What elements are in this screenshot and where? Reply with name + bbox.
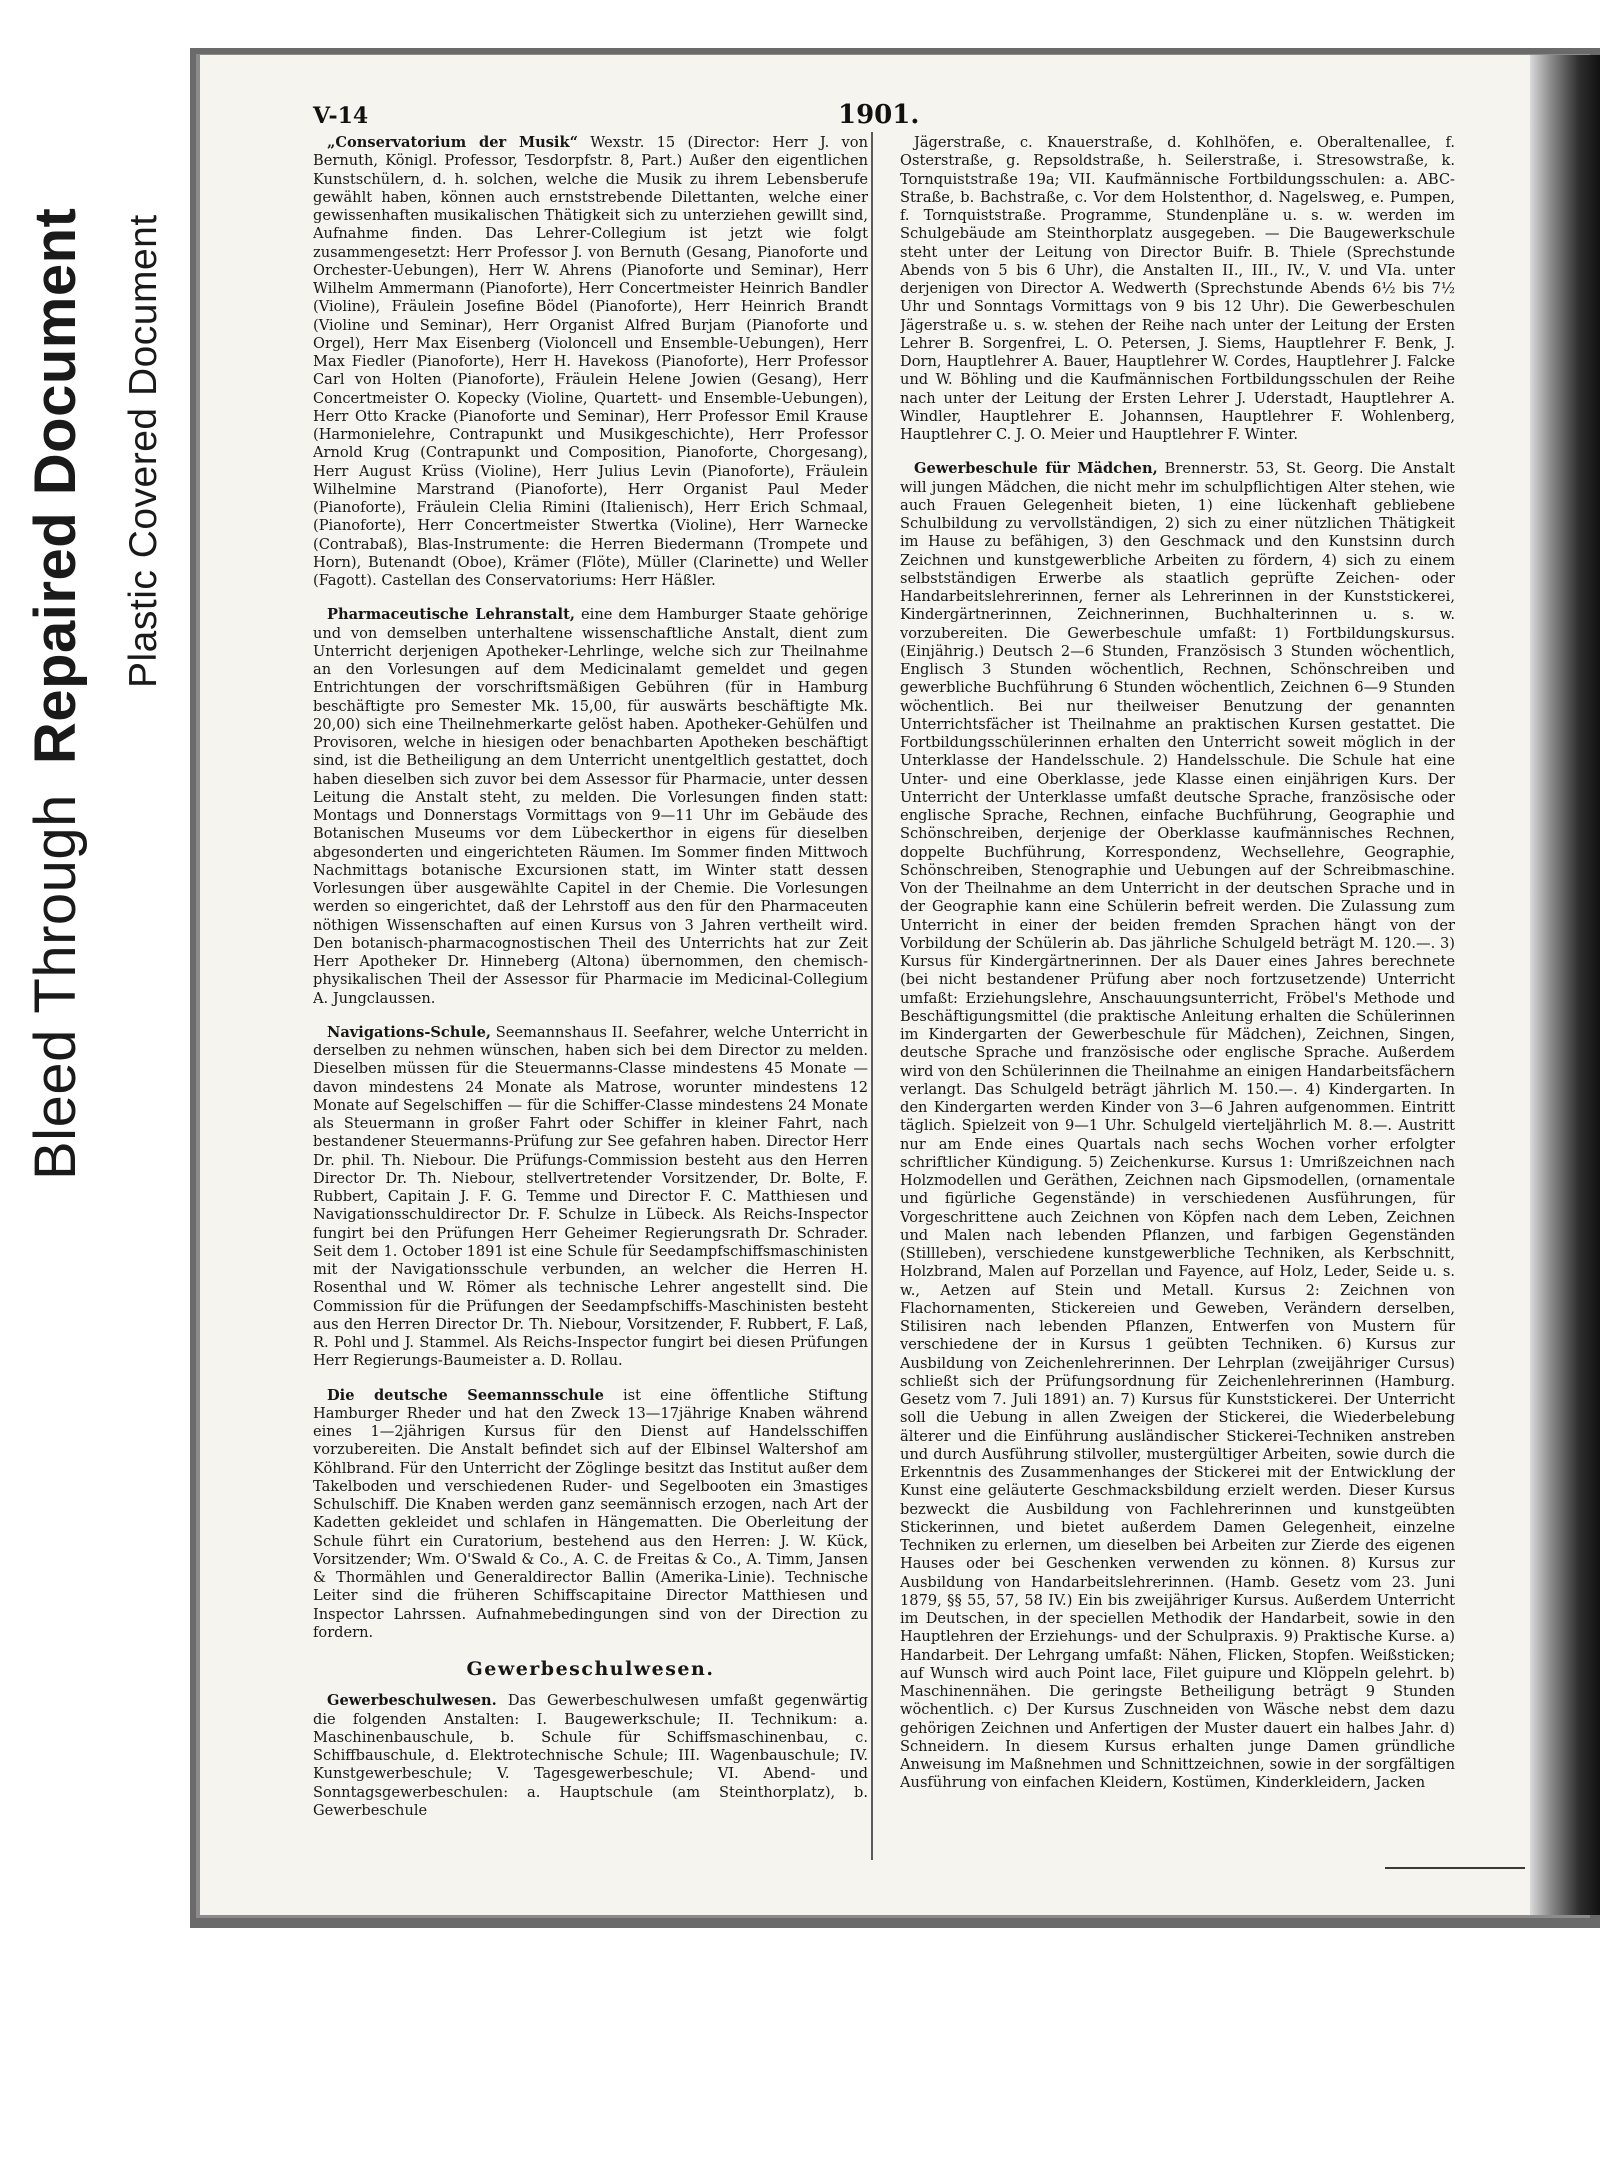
paragraph-text: Seemannshaus II. Seefahrer, welche Unterricht in derselben zu nehmen wünschen, haben sich bei dem Director zu melden. Dieselben müssen für die Steuermanns-Classe mindestens 45 Monate — davon mindestens 24 Monate als Matrose, worunter mindestens 12 Monate auf Segelschiffen — für die Schiffer-Classe mindestens 24 Monate als Steuermann in großer Fahrt oder Schiffer in kleiner Fahrt, nach bestandener Steuermanns-Prüfung zur See gefahren haben. Director Herr Dr. phil. Th. Niebour. Die Prüfungs-Commission besteht aus den Herren Director Dr. Th. Niebour, stellvertretender Vorsitzender, Dr. Bolte, F. Rubbert, Capitain J. F. G. Temme und Director F. C. Matthiesen und Navigationsschuldirector Dr. F. Schulze in Lübeck. Als Reichs-Inspector fungirt bei den Prüfungen Herr Geheimer Regierungsrath Dr. Schrader. Seit dem 1. October 1891 ist eine Schule für Seedampfschiffsmaschinisten mit der Navigationsschule verbunden, an welcher die Herren H. Rosenthal und W. Römer als technische Lehrer angestellt sind. Die Commission für die Prüfungen der Seedampfschiffs-Maschinisten besteht aus den Herren Director Dr. Th. Niebour, Vorsitzender, F. Rubbert, F. Laß, R. Pohl und J. Stammel. Als Reichs-Inspector fungirt bei diesen Prüfungen Herr Regierungs-Baumeister a. D. Rollau. <box>313 1023 868 1370</box>
corner-rule <box>1385 1867 1525 1869</box>
paragraph-navigations-schule <box>313 1024 868 1371</box>
paragraph-lead: Navigations-Schule, <box>327 1023 491 1041</box>
left-column <box>313 134 868 1864</box>
paragraph-conservatorium <box>313 134 868 590</box>
paragraph-lead: Pharmaceutische Lehranstalt, <box>327 606 575 624</box>
page-edge-shadow <box>1530 55 1600 1915</box>
paragraph-lead: Gewerbeschulwesen. <box>327 1692 497 1710</box>
paragraph-gewerbeschulen-continued <box>900 134 1455 444</box>
paragraph-lead: „Conservatorium der Musik“ <box>327 134 578 151</box>
page-number: V-14 <box>313 103 369 129</box>
paragraph-text: Das Gewerbeschulwesen umfaßt gegenwärtig die folgenden Anstalten: I. Baugewerkschule; II. Technikum: a. Maschinenbauschule, b. Schule für Schiffsmaschinenbau, c. Schiffbauschule, d. Elektrotechnische Schule; III. Wagenbauschule; IV. Kunstgewerbeschule; V. Tagesgewerbeschule; VI. Abend- und Sonntagsgewerbeschulen: a. Hauptschule (am Steinthorplatz), b. Gewerbeschule <box>313 1692 868 1819</box>
paragraph-lead: Die deutsche Seemannsschule <box>327 1386 604 1404</box>
paragraph-text: Brennerstr. 53, St. Georg. Die Anstalt will jungen Mädchen, die nicht mehr im schulpflichtigen Alter stehen, wie auch Frauen Gelegenheit bieten, 1) eine lückenhaft gebliebene Schulbildung zu vervollständigen, 2) sich zu einer nützlichen Thätigkeit im Hause zu befähigen, 3) den Geschmack und den Kunstsinn durch Zeichnen und kunstgewerbliche Arbeiten zu fördern, 4) sich zu einem selbstständigen Erwerbe als staatlich geprüfte Zeichen- oder Handarbeitslehrerinnen, ferner als Lehrerinnen in der Kunststickerei, Kindergärtnerinnen, Zeichnerinnen, Buchhalterinnen u. s. w. vorzubereiten. Die Gewerbeschule umfaßt: 1) Fortbildungskursus. (Einjährig.) Deutsch 2—6 Stunden, Französisch 3 Stunden wöchentlich, Englisch 3 Stunden wöchentlich, Rechnen, Schönschreiben und gewerbliche Buchführung 6 Stunden wöchentlich, Zeichnen 6—9 Stunden wöchentlich. Bei nur theilweiser Benutzung der genannten Unterrichtsfächer ist Theilnahme an praktischen Kursen gestattet. Die Fortbildungsschülerinnen erhalten den Unterricht soweit möglich in der Unterklasse der Handelsschule. 2) Handelsschule. Die Schule hat eine Unter- und eine Oberklasse, jede Klasse einen einjährigen Kurs. Der Unterricht der Unterklasse umfaßt deutsche Sprache, französische oder englische Sprache, Rechnen, einfache Buchführung, Geographie und Schönschreiben, derjenige der Oberklasse kaufmännisches Rechnen, doppelte Buchführung, Korrespondenz, Wechsellehre, Geographie, Schönschreiben, Stenographie und Uebungen auf der Schreibmaschine. Von der Theilnahme an dem Unterricht in der deutschen Sprache und in der Geographie kann eine Schülerin befreit werden. Die Zulassung zum Unterricht in einer der beiden fremden Sprachen hängt von der Vorbildung der Schülerin ab. Das jährliche Schulgeld beträgt M. 120.—. 3) Kursus für Kindergärtnerinnen. Der als Dauer eines Jahres berechnete (bei nicht bestandener Prüfung aber noch fortzusetzende) Unterricht umfaßt: Erziehungslehre, Anschauungsunterricht, Fröbel's Methode und Beschäftigungsmittel (die praktische Anleitung erhalten die Schülerinnen im Kindergarten der Gewerbeschule für Mädchen), Zeichnen, Singen, deutsche Sprache und französische oder englische Sprache. Außerdem wird von den Schülerinnen die Theilnahme an einigen Handarbeitsfächern verlangt. Das Schulgeld beträgt jährlich M. 150.—. 4) Kindergarten. In den Kindergarten werden Kinder von 3—6 Jahren aufgenommen. Eintritt täglich. Spielzeit von 9—1 Uhr. Schulgeld vierteljährlich M. 8.—. Austritt nur am Ende eines Quartals nach sechs Wochen vorher erfolgter schriftlicher Kündigung. 5) Zeichenkurse. Kursus 1: Umrißzeichnen nach Holzmodellen und Geräthen, Zeichnen nach Gipsmodellen, (ornamentale und figürliche Gegenstände) in verschiedenen Ausführungen, für Vorgeschrittene auch Zeichnen von Köpfen nach dem Leben, Zeichnen und Malen nach lebenden Pflanzen, und farbigen Gegenständen (Stillleben), verschiedene kunstgewerbliche Techniken, als Kerbschnitt, Holzbrand, Malen auf Porzellan und Fayence, auf Holz, Leder, Seide u. s. w., Aetzen auf Stein und Metall. Kursus 2: Zeichnen von Flachornamenten, Stickereien und Geweben, Verändern derselben, Stilisiren nach lebenden Pflanzen, Entwerfen von Mustern für verschiedene der in Kursus 1 geübten Techniken. 6) Kursus zur Ausbildung von Zeichenlehrerinnen. Der Lehrplan (zweijähriger Cursus) schließt sich der Prüfungsordnung für Zeichenlehrerinnen (Hamburg. Gesetz vom 7. Juli 1891) an. 7) Kursus für Kunststickerei. Der Unterricht soll die Uebung in allen Zweigen der Stickerei, die Wiederbelebung älterer und die Einführung ausländischer Stickerei-Techniken anstreben und durch Ausführung stilvoller, mustergültiger Arbeiten, sowie durch die Erkenntnis des Zusammenhanges der Stickerei mit der Entwicklung der Kunst eine geläuterte Geschmacksbildung erzielt werden. Dieser Kursus bezweckt die Ausbildung von Fachlehrerinnen und kunstgeübten Stickerinnen, und bietet außerdem Damen Gelegenheit, einzelne Techniken zu erlernen, um dieselben bei Arbeiten zur Zierde des eigenen Hauses oder bei Geschenken verwenden zu können. 8) Kursus zur Ausbildung von Handarbeitslehrerinnen. (Hamb. Gesetz vom 23. Juni 1879, §§ 55, 57, 58 IV.) Ein bis zweijähriger Kursus. Außerdem Unterricht im Deutschen, in der speciellen Methodik der Handarbeit, sowie in den Hauptlehren der Erziehungs- und der Schulpraxis. 9) Praktische Kurse. a) Handarbeit. Der Lehrgang umfaßt: Nähen, Flicken, Stopfen. Weißsticken; auf Wunsch wird auch Point lace, Filet guipure und Klöppeln gelehrt. b) Maschinennähen. Die geringste Betheiligung beträgt 9 Stunden wöchentlich. c) Der Kursus Zuschneiden von Wäsche nebst dem dazu gehörigen Zeichnen und Anfertigen der Muster dauert ein halbes Jahr. d) Schneidern. In diesem Kursus erhalten junge Damen gründliche Anweisung im Maßnehmen und Schnittzeichnen, sowie in der sorgfältigen Ausführung von einfachen Kleidern, Kostümen, Kinderkleidern, Jacken <box>900 460 1455 1792</box>
plastic-covered-label: Plastic Covered Document <box>122 214 165 688</box>
paragraph-seemannsschule <box>313 1387 868 1643</box>
side-labels <box>0 0 200 1300</box>
paragraph-text: Wexstr. 15 (Director: Herr J. von Bernuth, Königl. Professor, Tesdorpfstr. 8, Part.) Außer den eigentlichen Kunstschülern, d. h. solchen, welche die Musik zu ihrem Lebensberufe gewählt haben, können auch ernststrebende Dilettanten, welche einer gewissenhaften musikalischen Thätigkeit sich zu unterziehen gewillt sind, Aufnahme finden. Das Lehrer-Collegium ist jetzt wie folgt zusammengesetzt: Herr Professor J. von Bernuth (Gesang, Pianoforte und Orchester-Uebungen), Herr W. Ahrens (Pianoforte und Seminar), Herr Wilhelm Ammermann (Pianoforte), Herr Concertmeister Heinrich Bandler (Violine), Fräulein Josefine Bödel (Pianoforte), Herr Heinrich Brandt (Violine und Seminar), Herr Organist Alfred Burjam (Pianoforte und Orgel), Herr Max Eisenberg (Violoncell und Ensemble-Uebungen), Herr Max Fiedler (Pianoforte), Herr H. Havekoss (Pianoforte), Herr Professor Carl von Holten (Pianoforte), Fräulein Helene Jowien (Gesang), Herr Concertmeister O. Kopecky (Violine, Quartett- und Ensemble-Uebungen), Herr Otto Kracke (Pianoforte und Seminar), Herr Professor Emil Krause (Harmonielehre, Contrapunkt und Musikgeschichte), Herr Professor Arnold Krug (Contrapunkt und Composition, Pianoforte, Chorgesang), Herr August Krüss (Violine), Herr Julius Levin (Pianoforte), Fräulein Wilhelmine Marstrand (Pianoforte), Herr Organist Paul Meder (Pianoforte), Fräulein Clelia Rimini (Italienisch), Herr Erich Schmaal, (Pianoforte), Herr Concertmeister Stwertka (Violine), Herr Warnecke (Contrabaß), Blas-Instrumente: die Herren Biedermann (Trompete und Horn), Butenandt (Oboe), Krämer (Flöte), Müller (Clarinette) und Weller (Fagott). Castellan des Conservatoriums: Herr Häßler. <box>313 134 868 589</box>
right-column <box>900 134 1455 1864</box>
repaired-document-label: Repaired Document <box>23 207 88 765</box>
page-year: 1901. <box>838 100 920 130</box>
column-divider <box>871 132 873 1860</box>
side-label-primary <box>22 208 89 1180</box>
paragraph-text: Jägerstraße, c. Knauerstraße, d. Kohlhöfen, e. Oberaltenallee, f. Osterstraße, g. Repsoldstraße, h. Seilerstraße, i. Stresowstraße, k. Tornquiststraße 19a; VII. Kaufmännische Fortbildungsschulen: a. ABC-Straße, b. Bachstraße, c. Vor dem Holstenthor, d. Nagelsweg, e. Pumpen, f. Tornquiststraße. Programme, Stundenpläne u. s. w. werden im Schulgebäude am Steinthorplatz ausgegeben. — Die Baugewerkschule steht unter der Leitung von Director Buifr. B. Thiele (Sprechstunde Abends von 5 bis 6 Uhr), die Anstalten II., III., IV., V. und VIa. unter derjenigen von Director A. Wedwerth (Sprechstunde Abends 6½ bis 7½ Uhr und Sonntags Vormittags von 9 bis 12 Uhr). Die Gewerbeschulen Jägerstraße u. s. w. stehen der Reihe nach unter der Leitung der Ersten Lehrer B. Sorgenfrei, L. O. Petersen, J. Siems, Hauptlehrer F. Benk, J. Dorn, Hauptlehrer A. Bauer, Hauptlehrer W. Cordes, Hauptlehrer J. Falcke und W. Böhling und die Kaufmännischen Fortbildungsschulen der Reihe nach unter der Leitung der Ersten Lehrer J. Uderstadt, Hauptlehrer A. Windler, Hauptlehrer E. Johannsen, Hauptlehrer F. Wohlenberg, Hauptlehrer C. J. O. Meier und Hauptlehrer F. Winter. <box>900 134 1455 443</box>
paragraph-gewerbeschulwesen <box>313 1692 868 1820</box>
section-heading: Gewerbeschulwesen. <box>466 1658 715 1680</box>
paragraph-text: eine dem Hamburger Staate gehörige und von demselben unterhaltene wissenschaftliche Anstalt, dient zum Unterricht derjenigen Apotheker-Lehrlinge, welche sich zur Theilnahme an den Vorlesungen auf dem Medicinalamt gemeldet und gegen Entrichtungen der vorschriftsmäßigen Gebühren (für in Hamburg beschäftigte pro Semester Mk. 15,00, für auswärts beschäftigte Mk. 20,00) sich eine Theilnehmerkarte gelöst haben. Apotheker-Gehülfen und Provisoren, welche in hiesigen oder benachbarten Apotheken beschäftigt sind, ist die Betheiligung an dem Unterricht unentgeltlich gestattet, doch haben dieselben sich zuvor bei dem Assessor für Pharmacie, unter dessen Leitung die Anstalt steht, zu melden. Die Vorlesungen finden statt: Montags und Donnerstags Vormittags von 9—11 Uhr im Gebäude des Botanischen Museums vor dem Lübeckerthor in eigens für dieselben abgesonderten und eingerichteten Räumen. Im Sommer finden Mittwoch Nachmittags botanische Excursionen statt, im Winter statt dessen Vorlesungen über ausgewählte Capitel in der Chemie. Die Vorlesungen werden so eingerichtet, daß der Lehrstoff aus den für den Pharmaceuten nöthigen Wissenschaften auf einen Kursus von 3 Jahren vertheilt wird. Den botanisch-pharmacognostischen Theil des Unterrichts hat zur Zeit Herr Apotheker Dr. Hinneberg (Altona) übernommen, den chemisch-physikalischen Theil der Assessor für Pharmacie im Medicinal-Collegium A. Jungclaussen. <box>313 606 868 1007</box>
paragraph-text: ist eine öffentliche Stiftung Hamburger Rheder und hat den Zweck 13—17jährige Knaben während eines 1—2jährigen Kursus für den Dienst auf Handelsschiffen vorzubereiten. Die Anstalt befindet sich auf der Elbinsel Waltershof am Köhlbrand. Für den Unterricht der Zöglinge besitzt das Institut außer dem Takelboden und verschiedenen Ruder- und Segelbooten ein 3mastiges Schulschiff. Die Knaben werden ganz seemännisch erzogen, nach Art der Kadetten gekleidet und schlafen in Hängematten. Die Oberleitung der Schule führt ein Curatorium, bestehend aus den Herren: J. W. Kück, Vorsitzender; Wm. O'Swald & Co., A. C. de Freitas & Co., A. Timm, Jansen & Thormählen und Generaldirector Ballin (Amerika-Linie). Technische Leiter sind die früheren Schiffscapitaine Director Matthiesen und Inspector Lahrssen. Aufnahmebedingungen sind von der Direction zu fordern. <box>313 1386 868 1641</box>
paragraph-pharmaceutische <box>313 606 868 1008</box>
paragraph-gewerbeschule-maedchen <box>900 460 1455 1792</box>
bleed-through-label: Bleed Through <box>23 794 88 1180</box>
paragraph-lead: Gewerbeschule für Mädchen, <box>914 460 1158 478</box>
